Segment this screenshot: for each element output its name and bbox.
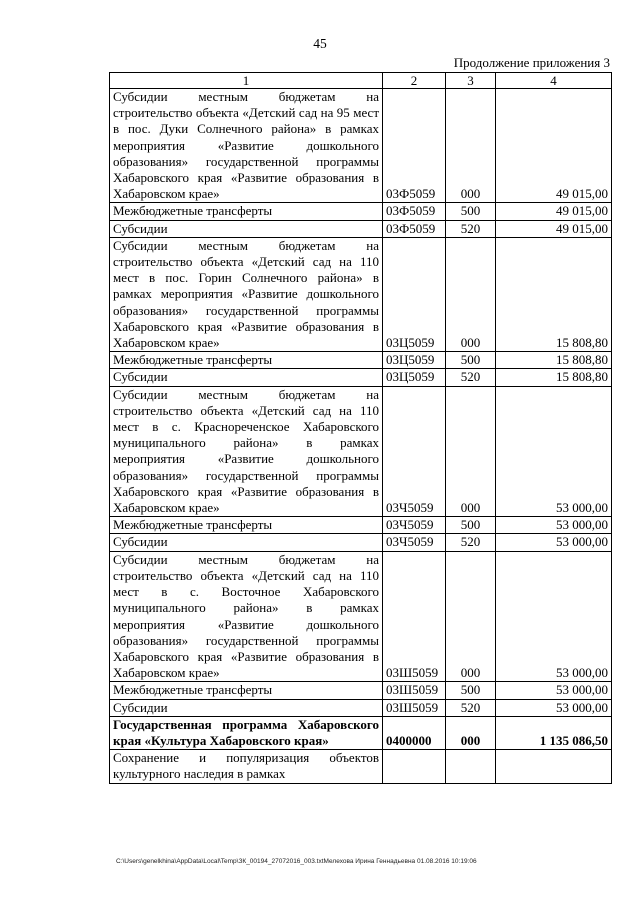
row-name: Субсидии местным бюджетам на строительство объекта «Детский сад на 110 мест в с. Восточное Хабаровского муниципального района» в рамках мероприятия «Развитие дошкольного образования» государственной программы Хабаровского края «Развитие образования в Хабаровском крае» (110, 551, 383, 682)
table-row (110, 750, 612, 783)
row-type: 500 (446, 203, 496, 220)
row-type: 000 (446, 716, 496, 749)
row-amount: 49 015,00 (496, 220, 612, 237)
row-code: 03Ч5059 (383, 534, 446, 551)
row-amount: 53 000,00 (496, 534, 612, 551)
row-name: Межбюджетные трансферты (110, 203, 383, 220)
row-code: 03Ш5059 (383, 699, 446, 716)
row-amount: 53 000,00 (496, 682, 612, 699)
row-name: Субсидии (110, 220, 383, 237)
table-row (110, 699, 612, 716)
row-name: Межбюджетные трансферты (110, 352, 383, 369)
row-type (446, 750, 496, 783)
row-code: 03Ц5059 (383, 369, 446, 386)
row-amount: 49 015,00 (496, 203, 612, 220)
row-code: 03Ц5059 (383, 237, 446, 351)
row-name: Субсидии местным бюджетам на строительство объекта «Детский сад на 110 мест в пос. Горин Солнечного района» в рамках мероприятия «Развитие дошкольного образования» государственной программы Хабаровского края «Развитие образования в Хабаровском крае» (110, 237, 383, 351)
row-code: 03Ф5059 (383, 203, 446, 220)
row-code: 03Ш5059 (383, 551, 446, 682)
table-row (110, 237, 612, 351)
row-type: 520 (446, 699, 496, 716)
budget-table (109, 72, 612, 784)
row-code: 03Ш5059 (383, 682, 446, 699)
row-name: Межбюджетные трансферты (110, 682, 383, 699)
row-name: Субсидии местным бюджетам на строительство объекта «Детский сад на 95 мест в пос. Дуки Солнечного района» в рамках мероприятия «Развитие дошкольного образования» государственной программы Хабаровского края «Развитие образования в Хабаровском крае» (110, 89, 383, 203)
row-amount: 15 808,80 (496, 352, 612, 369)
row-type: 520 (446, 369, 496, 386)
row-code: 03Ц5059 (383, 352, 446, 369)
row-name: Субсидии (110, 369, 383, 386)
table-row (110, 203, 612, 220)
row-amount (496, 750, 612, 783)
table-row (110, 89, 612, 203)
row-amount: 53 000,00 (496, 386, 612, 517)
row-type: 000 (446, 551, 496, 682)
table-row (110, 534, 612, 551)
table-row (110, 682, 612, 699)
row-type: 000 (446, 89, 496, 203)
row-type: 500 (446, 517, 496, 534)
row-code (383, 750, 446, 783)
header-cell-3: 3 (446, 73, 496, 89)
row-code: 03Ч5059 (383, 386, 446, 517)
table-row (110, 551, 612, 682)
row-type: 520 (446, 220, 496, 237)
table-row (110, 386, 612, 517)
row-amount: 15 808,80 (496, 237, 612, 351)
header-cell-4: 4 (496, 73, 612, 89)
row-amount: 53 000,00 (496, 699, 612, 716)
row-amount: 1 135 086,50 (496, 716, 612, 749)
row-amount: 53 000,00 (496, 551, 612, 682)
row-type: 000 (446, 237, 496, 351)
table-row (110, 517, 612, 534)
page-number: 45 (313, 36, 327, 51)
table-header-row (110, 73, 612, 89)
row-code: 03Ф5059 (383, 89, 446, 203)
header-cell-2: 2 (383, 73, 446, 89)
row-name: Субсидии (110, 534, 383, 551)
footer-path: C:\Users\genelkhina\AppData\Local\Temp\ЗК_00194_27072016_003.txtМелехова Ирина Геннадьевна 01.08.2016 10:19:06 (116, 858, 477, 865)
table-row-program (110, 716, 612, 749)
row-type: 520 (446, 534, 496, 551)
row-name: Межбюджетные трансферты (110, 517, 383, 534)
table-row (110, 369, 612, 386)
table-row (110, 352, 612, 369)
header-cell-1: 1 (110, 73, 383, 89)
row-type: 500 (446, 352, 496, 369)
row-type: 000 (446, 386, 496, 517)
row-amount: 49 015,00 (496, 89, 612, 203)
row-name: Сохранение и популяризация объектов культурного наследия в рамках (110, 750, 383, 783)
row-amount: 15 808,80 (496, 369, 612, 386)
row-name: Субсидии местным бюджетам на строительство объекта «Детский сад на 110 мест в с. Краснореченское Хабаровского муниципального района» в рамках мероприятия «Развитие дошкольного образования» государственной программы Хабаровского края «Развитие образования в Хабаровском крае» (110, 386, 383, 517)
row-name: Субсидии (110, 699, 383, 716)
continuation-label: Продолжение приложения 3 (453, 55, 610, 70)
table-row (110, 220, 612, 237)
row-type: 500 (446, 682, 496, 699)
row-code: 0400000 (383, 716, 446, 749)
row-amount: 53 000,00 (496, 517, 612, 534)
row-name: Государственная программа Хабаровского края «Культура Хабаровского края» (110, 716, 383, 749)
row-code: 03Ф5059 (383, 220, 446, 237)
row-code: 03Ч5059 (383, 517, 446, 534)
